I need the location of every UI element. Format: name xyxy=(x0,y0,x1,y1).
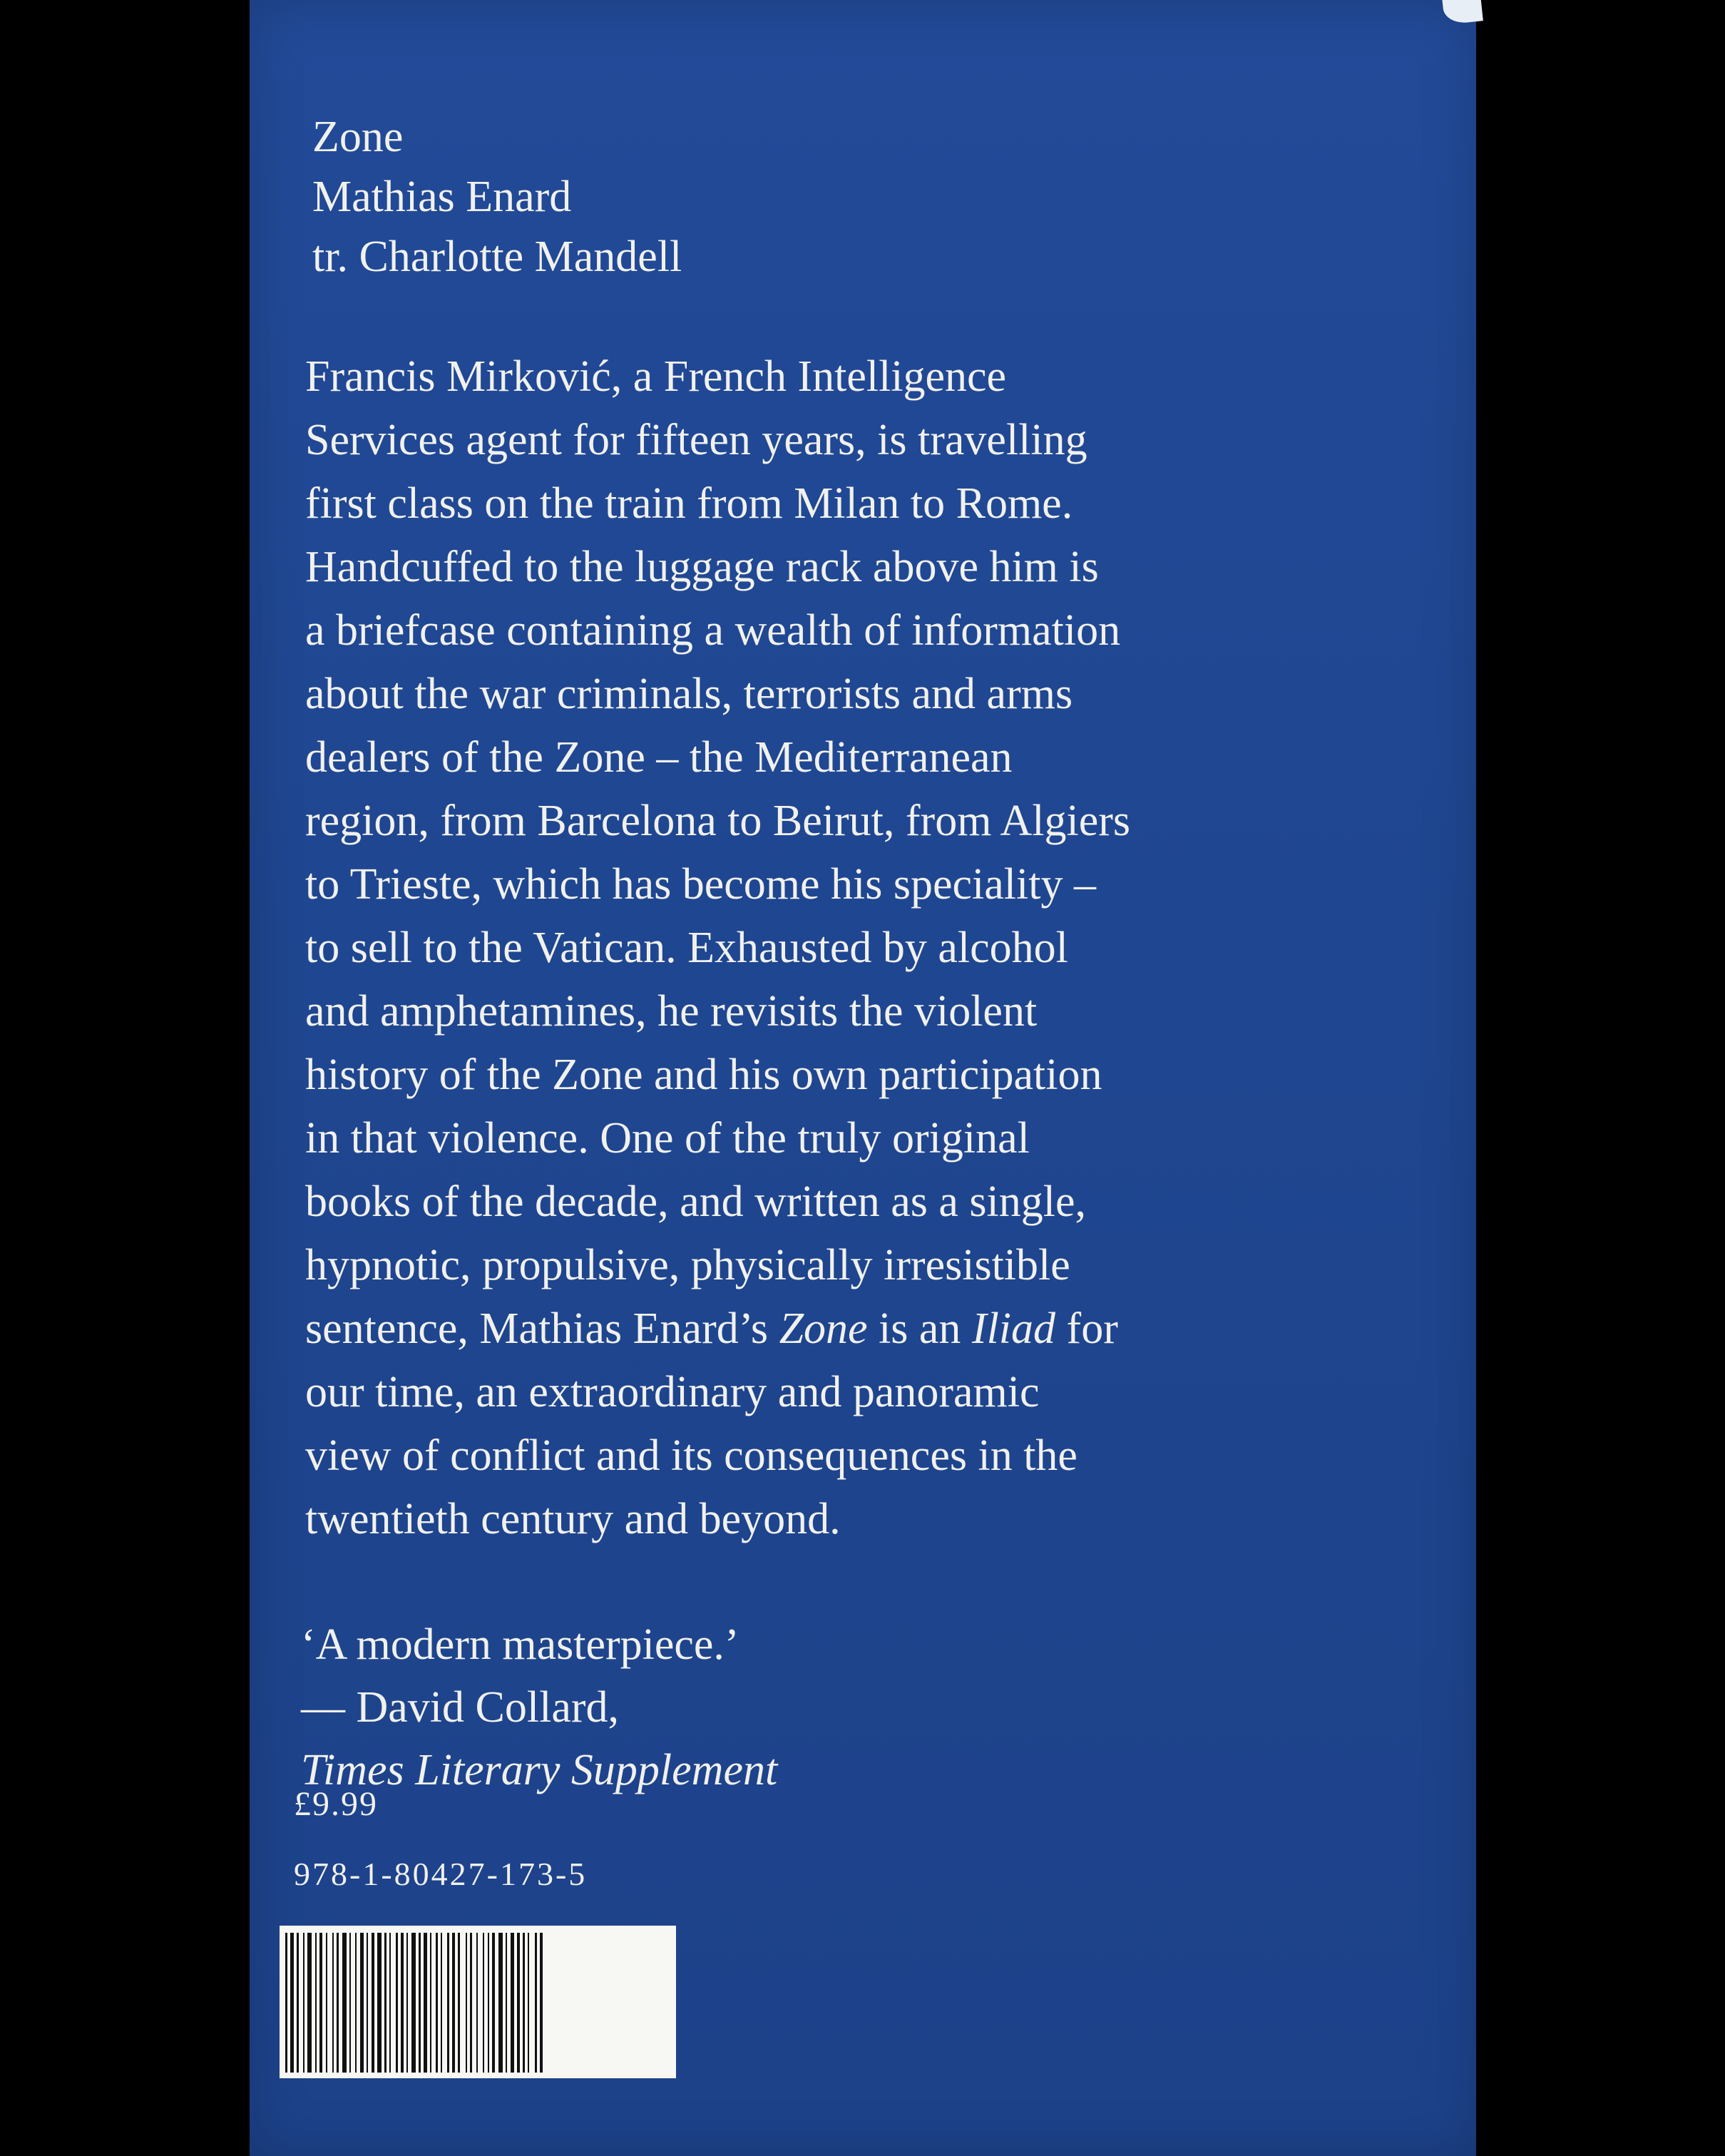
barcode-bar xyxy=(319,1933,322,2073)
blurb-line: a briefcase containing a wealth of information xyxy=(305,606,1121,655)
blurb-line: books of the decade, and written as a single, xyxy=(305,1177,1086,1226)
book-author: Mathias Enard xyxy=(312,173,572,221)
barcode-bar xyxy=(506,1933,507,2073)
barcode-bar xyxy=(307,1933,312,2073)
blurb-line: about the war criminals, terrorists and arms xyxy=(305,670,1073,718)
barcode-bar xyxy=(315,1933,317,2073)
barcode-bar xyxy=(470,1933,472,2073)
barcode-bar xyxy=(523,1933,525,2073)
blurb-text: for xyxy=(1055,1304,1118,1353)
price: £9.99 xyxy=(294,1785,378,1823)
blurb-line: Handcuffed to the luggage rack above him is xyxy=(305,543,1099,591)
book-back-cover xyxy=(250,0,1476,2156)
cover-corner-wear xyxy=(1442,0,1483,25)
barcode-bar xyxy=(389,1933,391,2073)
barcode-bar xyxy=(332,1933,334,2073)
review-text: ‘A modern masterpiece.’ xyxy=(301,1620,739,1669)
barcode-bar xyxy=(492,1933,495,2073)
blurb-italic-title: Zone xyxy=(779,1304,868,1353)
barcode-bar xyxy=(452,1933,455,2073)
blurb-text: is an xyxy=(867,1304,972,1353)
barcode-bar xyxy=(511,1933,514,2073)
barcode-bar xyxy=(441,1933,442,2073)
blurb-line: Francis Mirković, a French Intelligence xyxy=(305,352,1007,401)
book-title: Zone xyxy=(312,113,404,161)
barcode-bar xyxy=(342,1933,347,2073)
blurb-line: to sell to the Vatican. Exhausted by alcohol xyxy=(305,924,1068,972)
barcode-bar xyxy=(406,1933,408,2073)
barcode-bar xyxy=(384,1933,387,2073)
barcode-bar xyxy=(337,1933,339,2073)
barcode-bar xyxy=(476,1933,478,2073)
barcode-bar xyxy=(517,1933,520,2073)
book-translator: tr. Charlotte Mandell xyxy=(312,233,682,281)
barcode-bar xyxy=(535,1933,537,2073)
isbn: 978-1-80427-173-5 xyxy=(294,1856,588,1892)
blurb-line: to Trieste, which has become his speciality – xyxy=(305,860,1096,909)
barcode-graphic xyxy=(280,1926,676,2078)
barcode xyxy=(280,1926,676,2078)
barcode-bar xyxy=(436,1933,438,2073)
review-publication: Times Literary Supplement xyxy=(301,1746,778,1794)
barcode-bar xyxy=(419,1933,421,2073)
barcode-bar xyxy=(290,1933,294,2073)
barcode-bar xyxy=(377,1933,382,2073)
book-blurb xyxy=(305,345,1418,1551)
barcode-bar xyxy=(528,1933,529,2073)
blurb-line: twentieth century and beyond. xyxy=(305,1495,841,1543)
barcode-bar xyxy=(466,1933,467,2073)
barcode-bar xyxy=(488,1933,489,2073)
blurb-text: sentence, Mathias Enard’s xyxy=(305,1304,779,1353)
barcode-bar xyxy=(285,1933,287,2073)
blurb-italic-title: Iliad xyxy=(971,1304,1056,1353)
barcode-bar xyxy=(447,1933,449,2073)
barcode-bar xyxy=(540,1933,543,2073)
blurb-line: Services agent for fifteen years, is travelling xyxy=(305,416,1087,464)
barcode-bar xyxy=(396,1933,398,2073)
barcode-bar xyxy=(355,1933,357,2073)
blurb-line: and amphetamines, he revisits the violent xyxy=(305,987,1038,1036)
barcode-bar xyxy=(303,1933,304,2073)
barcode-bar xyxy=(424,1933,427,2073)
blurb-line: region, from Barcelona to Beirut, from Algiers xyxy=(305,797,1131,845)
barcode-bar xyxy=(401,1933,404,2073)
blurb-line: view of conflict and its consequences in the xyxy=(305,1431,1078,1480)
blurb-line-with-italics xyxy=(305,1297,1418,1361)
barcode-bar xyxy=(483,1933,484,2073)
barcode-bar xyxy=(458,1933,460,2073)
barcode-bar xyxy=(411,1933,416,2073)
barcode-bar xyxy=(326,1933,327,2073)
barcode-bar xyxy=(360,1933,364,2073)
blurb-line: hypnotic, propulsive, physically irresistible xyxy=(305,1241,1070,1289)
barcode-bar xyxy=(498,1933,503,2073)
blurb-line: history of the Zone and his own participation xyxy=(305,1051,1102,1099)
barcode-bar xyxy=(349,1933,351,2073)
blurb-line: our time, an extraordinary and panoramic xyxy=(305,1368,1040,1416)
book-header xyxy=(312,107,682,287)
barcode-bar xyxy=(297,1933,299,2073)
barcode-bar xyxy=(367,1933,368,2073)
barcode-bar xyxy=(430,1933,431,2073)
barcode-bar xyxy=(372,1933,374,2073)
blurb-line: in that violence. One of the truly original xyxy=(305,1114,1030,1163)
blurb-line: dealers of the Zone – the Mediterranean xyxy=(305,733,1013,782)
review-quote xyxy=(301,1613,777,1802)
review-author: — David Collard, xyxy=(301,1683,619,1732)
blurb-line: first class on the train from Milan to Rome. xyxy=(305,479,1073,528)
